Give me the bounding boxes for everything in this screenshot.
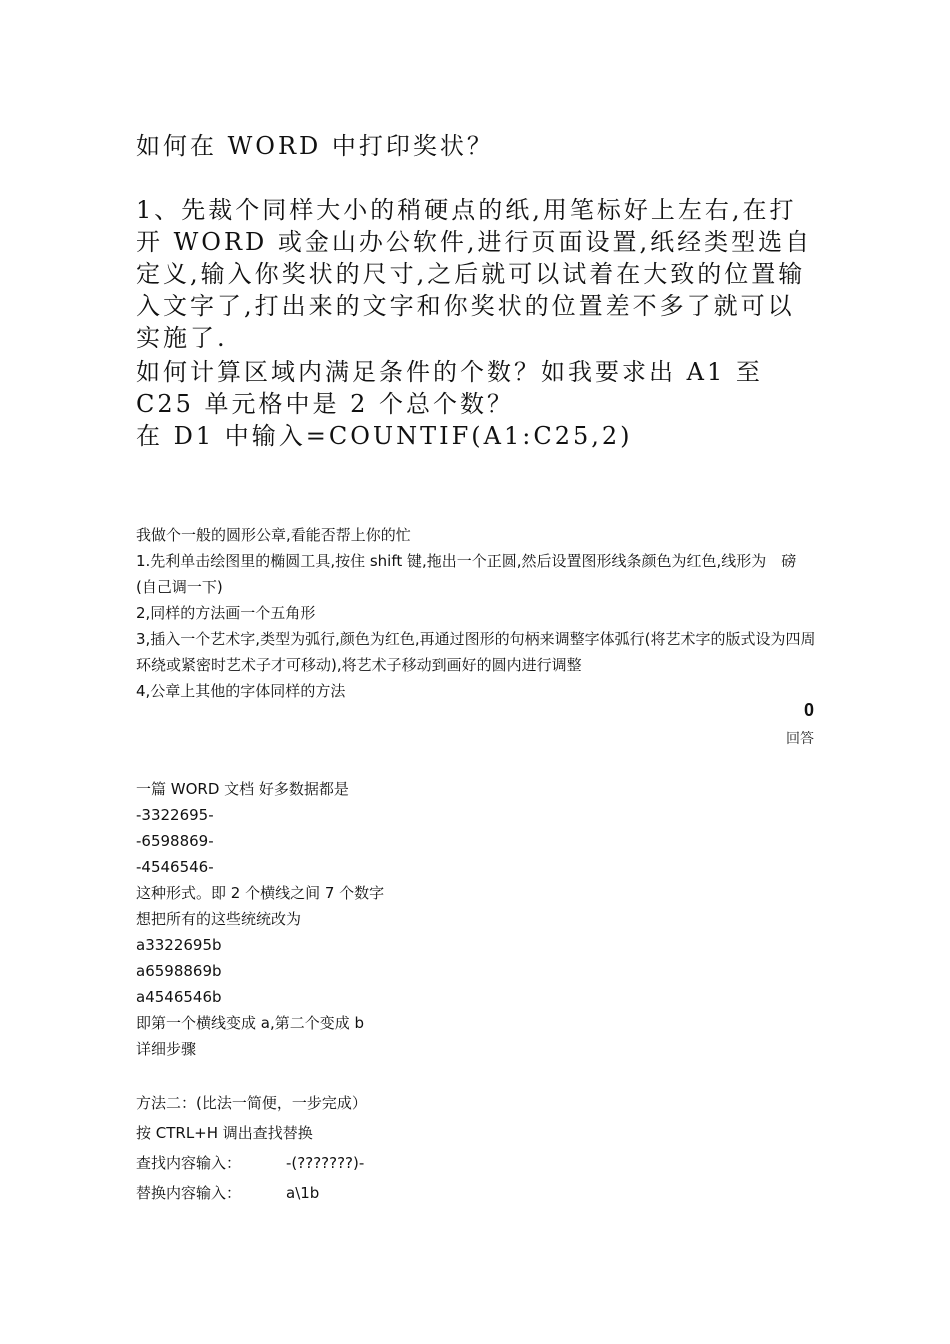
find-value: -(???????)-: [286, 1154, 365, 1172]
q3-line: 想把所有的这些统统改为: [136, 910, 302, 928]
q3-line: 一篇 WORD 文档 好多数据都是: [136, 780, 349, 798]
q2-question: 如何计算区域内满足条件的个数？如我要求出 A1 至 C25 单元格中是 2 个总个数？: [136, 358, 763, 418]
q3-line: -4546546-: [136, 858, 214, 876]
q3-line: a6598869b: [136, 962, 222, 980]
answer-count: 0: [803, 700, 814, 720]
find-row: [136, 1148, 816, 1178]
method-step: 按 CTRL+H 调出查找替换: [136, 1124, 313, 1142]
q3-line: -3322695-: [136, 806, 214, 824]
seal-line: 我做个一般的圆形公章,看能否帮上你的忙: [136, 526, 411, 544]
seal-section: [136, 522, 816, 704]
answer-link[interactable]: 回答: [786, 731, 814, 747]
method-title: 方法二：(比法一简便，一步完成）: [136, 1094, 367, 1112]
q3-line: -6598869-: [136, 832, 214, 850]
seal-line: 3,插入一个艺术字,类型为弧行,颜色为红色,再通过图形的句柄来调整字体弧行(将艺术字的版式设为四周环绕或紧密时艺术子才可移动),将艺术子移动到画好的圆内进行调整: [136, 630, 816, 674]
seal-line: 2,同样的方法画一个五角形: [136, 604, 316, 622]
replace-value: a\1b: [286, 1184, 320, 1202]
method-section: [136, 1088, 816, 1208]
q3-line: a3322695b: [136, 936, 222, 954]
find-label: 查找内容输入：: [136, 1154, 242, 1172]
replace-row: [136, 1178, 816, 1208]
q2-answer: 在 D1 中输入=COUNTIF(A1:C25,2): [136, 422, 633, 450]
q1-answer: 1、先裁个同样大小的稍硬点的纸,用笔标好上左右,在打开 WORD 或金山办公软件,进行页面设置,纸经类型选自定义,输入你奖状的尺寸,之后就可以试着在大致的位置输入文字了,打出来的文字和你奖状的位置差不多了就可以实施了.: [136, 196, 813, 352]
q3-line: a4546546b: [136, 988, 222, 1006]
seal-line: 4,公章上其他的字体同样的方法: [136, 682, 346, 700]
q3-section: [136, 776, 816, 1062]
q1-title: 如何在 WORD 中打印奖状？: [136, 132, 494, 160]
q3-line: 即第一个横线变成 a,第二个变成 b: [136, 1014, 365, 1032]
replace-label: 替换内容输入：: [136, 1184, 242, 1202]
q3-line: 这种形式。即 2 个横线之间 7 个数字: [136, 884, 385, 902]
q3-line: 详细步骤: [136, 1040, 197, 1058]
seal-line: 1.先利单击绘图里的椭圆工具,按住 shift 键,拖出一个正圆,然后设置图形线条颜色为红色,线形为 磅(自己调一下): [136, 552, 797, 596]
